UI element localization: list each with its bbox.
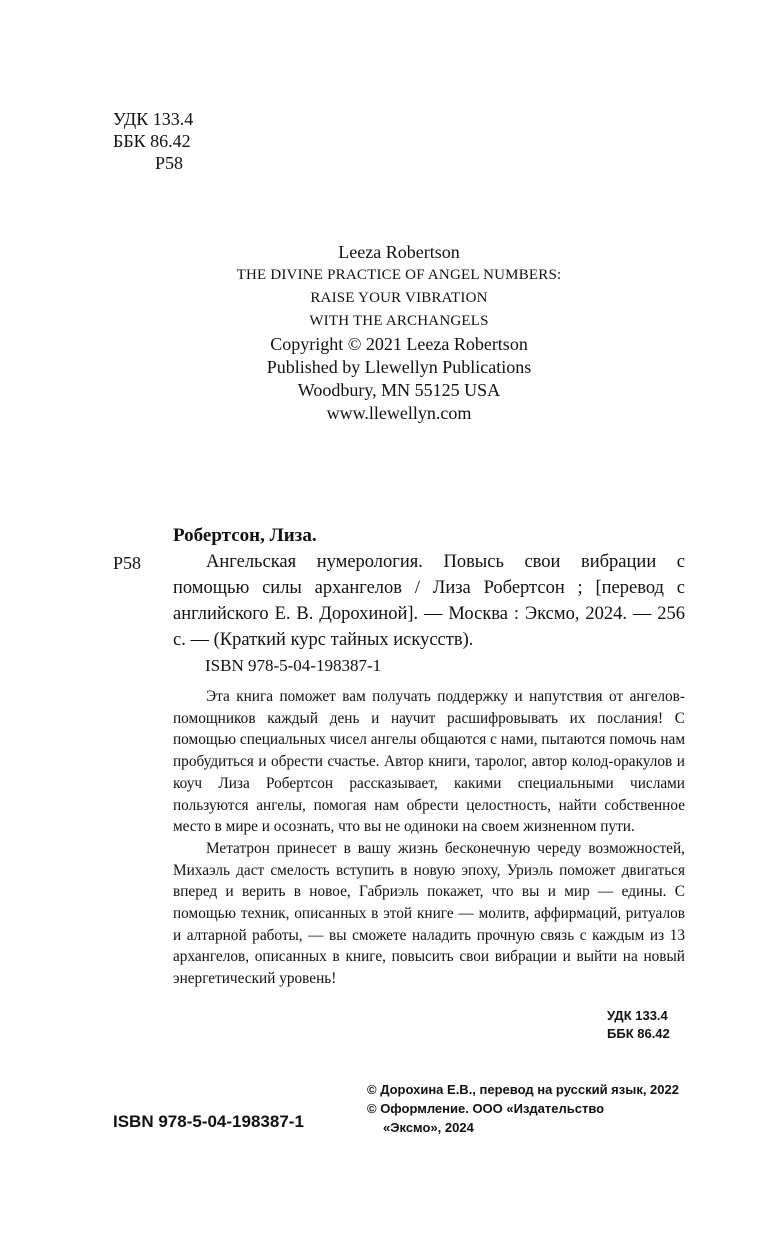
classification-block-bottom xyxy=(607,1007,670,1043)
citation-isbn: ISBN 978-5-04-198387-1 xyxy=(205,656,382,675)
design-copyright-line: «Эксмо», 2024 xyxy=(383,1120,474,1135)
original-author: Leeza Robertson xyxy=(338,242,460,262)
annotation-paragraph: Эта книга поможет вам получать поддержку и напутствия от ангелов-помощников каждый день и научит расшифровывать их послания! С помощью специальных чисел ангелы общаются с нами, пытаются помочь нам пробудиться и обрести счастье. Автор книги, таролог, автор колод-оракулов и коуч Лиза Робертсон рассказывает, какими специальными числами пользуются ангелы, помогая нам обрести целостность, найти собственное место в мире и осознать, что вы не одиноки на своем жизненном пути. xyxy=(173,688,685,836)
original-title-line: WITH THE ARCHANGELS xyxy=(309,313,489,329)
original-address: Woodbury, MN 55125 USA xyxy=(297,380,501,400)
original-website: www.llewellyn.com xyxy=(326,403,472,423)
classification-block-top xyxy=(113,108,193,174)
bbk-code: ББК 86.42 xyxy=(607,1026,670,1041)
author-code: Р58 xyxy=(155,153,184,173)
annotation-paragraph: Метатрон принесет в вашу жизнь бесконечную череду возможностей, Михаэль даст смелость вступить в новую эпоху, Уриэль поможет двигаться вперед и верить в новое, Габриэль покажет, что вы и мир — едины. С помощью техник, описанных в этой книге — молитв, аффирмаций, ритуалов и алтарной работы, — вы сможете наладить прочную связь с каждым из 13 архангелов, описанных в книге, повысить свои вибрации и выйти на новый энергетический уровень! xyxy=(173,839,685,988)
isbn-bottom: ISBN 978-5-04-198387-1 xyxy=(113,1112,304,1131)
original-title-line: RAISE YOUR VIBRATION xyxy=(310,290,488,306)
original-copyright: Copyright © 2021 Leeza Robertson xyxy=(270,334,528,354)
citation-author-code: Р58 xyxy=(113,553,142,573)
bbk-code: ББК 86.42 xyxy=(113,131,191,151)
original-title-line: THE DIVINE PRACTICE OF ANGEL NUMBERS: xyxy=(236,267,562,283)
design-copyright-line: © Оформление. ООО «Издательство xyxy=(367,1101,605,1116)
original-publisher: Published by Llewellyn Publications xyxy=(266,357,532,377)
citation-author-heading: Робертсон, Лиза. xyxy=(173,525,317,546)
udk-code: УДК 133.4 xyxy=(113,109,194,129)
copyright-notices xyxy=(367,1080,679,1137)
udk-code: УДК 133.4 xyxy=(607,1008,668,1023)
book-annotation xyxy=(173,686,685,990)
original-edition-info xyxy=(160,241,638,425)
translation-copyright: © Дорохина Е.В., перевод на русский язык, 2022 xyxy=(367,1082,679,1097)
bibliographic-citation xyxy=(173,549,685,653)
citation-body: Ангельская нумерология. Повысь свои вибрации с помощью силы архангелов / Лиза Робертсон ; [перевод с английского Е. В. Дорохиной]. — Москва : Эксмо, 2024. — 256 с. — (Краткий курс тайных искусств). xyxy=(173,552,685,650)
